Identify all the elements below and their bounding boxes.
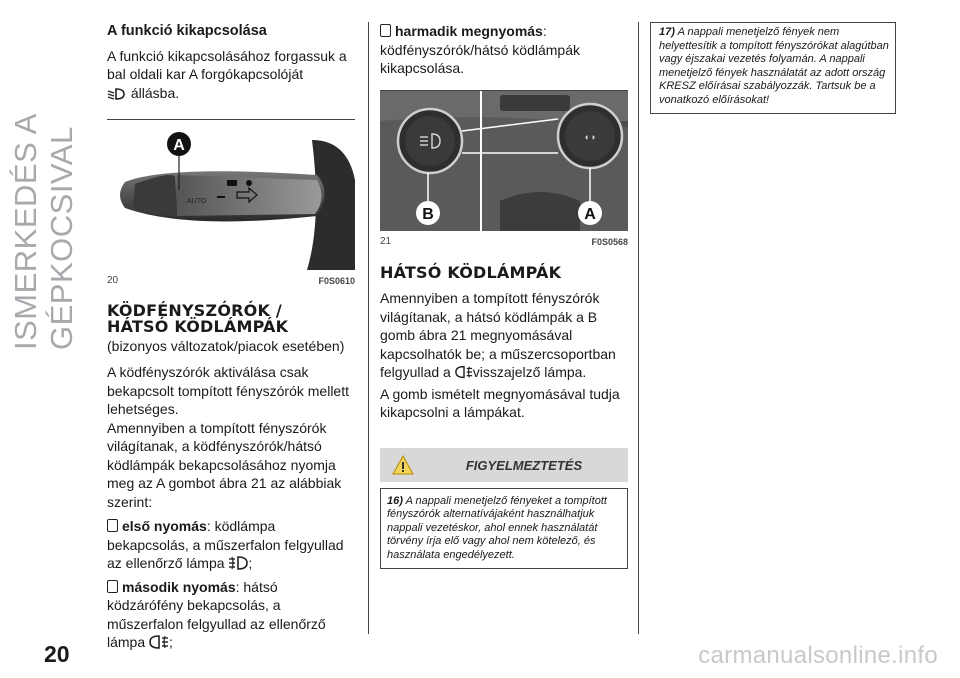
bullet-first-text: : ködlámpa bekapcsolás, a műszerfalon felgyullad az ellenőrző lámpa <box>107 518 344 571</box>
rear-fog-light-icon <box>149 635 169 655</box>
section-title-vertical: ISMERKEDÉS A GÉPKOCSIVAL <box>8 114 79 350</box>
note-text: A nappali menetjelző fények nem helyettesítik a tompított fényszórókat alagútban vagy éjszakai vezetés folyamán. A nappali menetjelző fények használatát az adott ország KRESZ előírásai szabályozzák. Tartsuk be a vonatkozó előírásokat! <box>659 26 889 106</box>
note-ref: 17) <box>659 26 675 38</box>
bullet-second-text: : hátsó ködzárófény bekapcsolás, a műszerfalon felgyullad az ellenőrző lámpa <box>107 578 326 650</box>
main-heading <box>107 300 355 336</box>
figure-21-caption <box>380 233 628 252</box>
bullet-first-press <box>107 517 355 576</box>
warning-triangle-icon <box>392 455 414 480</box>
callout-a-label: A <box>173 137 185 154</box>
rear-fog-light-icon <box>455 365 473 385</box>
note-box <box>650 22 896 114</box>
auto-label: AUTO <box>187 198 207 205</box>
subheading-disable-function: A funkció kikapcsolása <box>107 23 267 39</box>
bullet-second-press <box>107 578 355 655</box>
figure-21 <box>380 90 628 252</box>
figure-20 <box>107 119 355 291</box>
column-divider-2 <box>638 22 639 634</box>
bullet-third-text: : ködfényszórók/hátsó ködlámpák kikapcsolása. <box>380 23 580 76</box>
callout-a-label: A <box>584 205 596 223</box>
figure-code: F0S0568 <box>591 236 628 247</box>
bullet-first-end: ; <box>248 555 253 571</box>
paragraph-disable-instructions <box>107 47 355 106</box>
column-1 <box>107 22 355 659</box>
figure-number: 21 <box>380 235 392 247</box>
bullet-box-icon <box>107 519 118 532</box>
warning-ref: 16) <box>387 494 403 507</box>
warning-header <box>380 448 628 482</box>
bullet-box-icon <box>107 580 118 593</box>
subtitle-variants: (bizonyos változatok/piacok esetében) <box>107 337 345 354</box>
dashboard-illustration <box>380 91 628 231</box>
svg-text:◐◑: ◐◑ <box>584 131 596 142</box>
figure-number: 20 <box>107 275 119 286</box>
paragraph-rear-fog <box>380 289 628 385</box>
column-2 <box>380 22 628 569</box>
bullet-first-bold: első nyomás <box>122 518 207 534</box>
warning-title: FIGYELMEZTETÉS <box>465 457 583 473</box>
paragraph-activation: A ködfényszórók aktiválása csak bekapcsolt tompított fényszórók mellett lehetséges. <box>107 364 349 417</box>
low-beam-headlight-icon <box>107 87 127 106</box>
figure-20-caption <box>107 272 355 291</box>
warning-content <box>380 488 628 570</box>
stalk-illustration <box>107 120 355 270</box>
main-heading-line2: HÁTSÓ KÖDLÁMPÁK <box>107 316 289 336</box>
figure-code: F0S0610 <box>318 276 355 286</box>
watermark: carmanualsonline.info <box>698 642 938 669</box>
column-divider-1 <box>368 22 369 634</box>
bullet-second-bold: második nyomás <box>122 578 236 595</box>
page-number: 20 <box>44 641 70 667</box>
bullet-third-bold: harmadik megnyomás <box>395 23 543 39</box>
column-3 <box>650 22 898 114</box>
bullet-second-end: ; <box>169 634 173 650</box>
paragraph-press-button: Amennyiben a tompított fényszórók világítanak, a ködfényszórók/hátsó ködlámpák bekapcsolásához nyomja meg az A gombot ábra 21 az alábbiak szerint: <box>107 419 342 510</box>
paragraph-disable-text: A funkció kikapcsolásához forgassuk a bal oldali kar A forgókapcsolóját <box>107 47 347 82</box>
rear-fog-heading: HÁTSÓ KÖDLÁMPÁK <box>380 263 562 282</box>
main-heading-line1: KÖDFÉNYSZÓRÓK / <box>107 300 282 320</box>
paragraph-turn-off: A gomb ismételt megnyomásával tudja kikapcsolni a lámpákat. <box>380 385 620 420</box>
bullet-box-icon <box>380 24 391 37</box>
paragraph-disable-end: állásba. <box>130 84 180 101</box>
callout-b-label: B <box>422 205 434 223</box>
paragraph-rear-fog-text: Amennyiben a tompított fényszórók világítanak, a hátsó ködlámpák a B gomb ábra 21 megnyomásával kapcsolhatók be; a műszercsoportban felgyullad a <box>380 290 616 380</box>
front-fog-light-icon <box>228 556 248 576</box>
paragraph-rear-fog-end: visszajelző lámpa. <box>472 364 587 380</box>
bullet-third-press <box>380 22 628 78</box>
warning-text: A nappali menetjelző fényeket a tompított fényszórók alternatívájaként használhatjuk nappali vezetéskor, ahol ennek használatát törvény írja elő vagy ahol nem kötelező, és használata engedélyezett. <box>387 494 607 561</box>
